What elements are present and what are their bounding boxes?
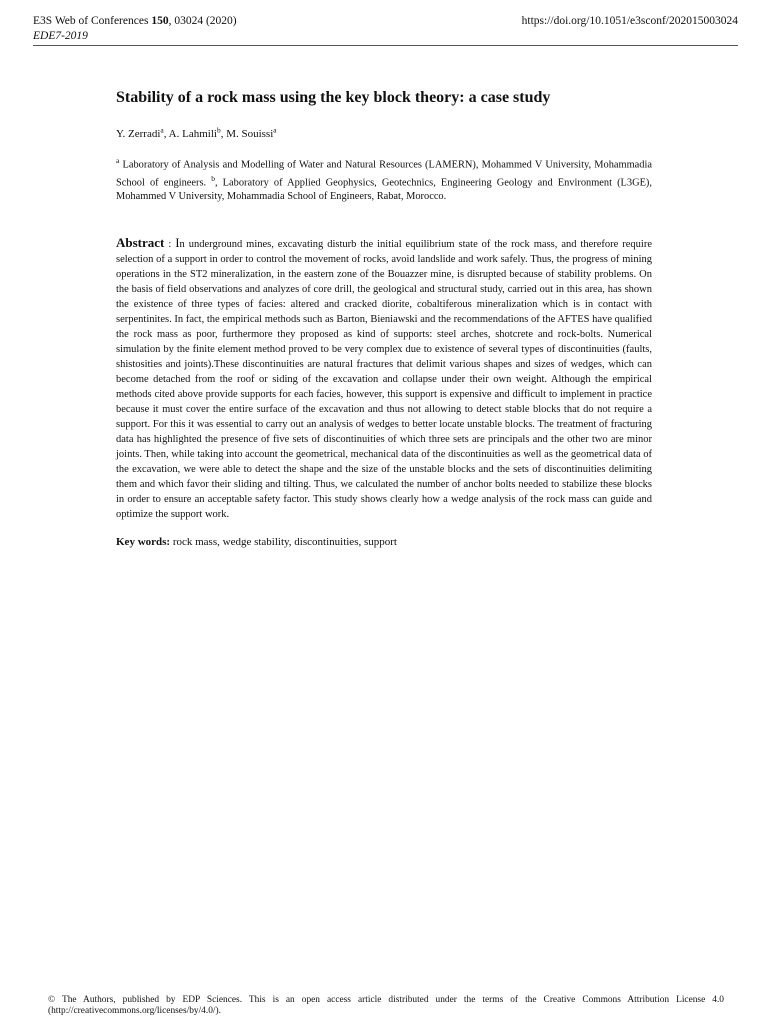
conference-name: EDE7-2019: [33, 30, 88, 42]
header-divider: [33, 45, 738, 46]
paper-title: Stability of a rock mass using the key block theory: a case study: [116, 89, 551, 106]
license-footer: © The Authors, published by EDP Sciences. This is an open access article distributed under the terms of the Creative Commons Attribution License 4.0 (http://creativecommons.org/licenses/by/4.0/).: [48, 995, 724, 1016]
volume-number: 150: [151, 15, 169, 27]
doi-link[interactable]: https://doi.org/10.1051/e3sconf/202015003024: [521, 15, 738, 27]
keywords: [116, 535, 652, 550]
abstract-label: Abstract: [116, 235, 165, 251]
author: M. Souissi$^a$: [226, 125, 277, 140]
article-front-matter: [116, 88, 652, 550]
author: Y. Zerradi$^a$,: [116, 125, 169, 140]
abstract: Abstract : In underground mines, excavating disturb the initial equilibrium state of the rock mass, and therefore require selection of a support in order to control the movement of rocks, avoid landslide and work safely. Thus, the progress of mining operations in the ST2 mineralization, in the eastern zone of the Bouazzer mine, is disrupted because of stability problems. On the basis of field observations and analyzes of core drill, the geological and structural study, carried out in this area, has shown the existence of three types of facies: altered and cracked diorite, cobaltiferous mineralization which is in contact with serpentinites. In fact, the empirical methods such as Barton, Bieniawski and the recommendations of the AFTES have qualified the rock mass as poor, furthermore they proposed as kind of supports: steel arches, shotcrete and rock-bolts. Numerical simulation by the finite element method proved to be very complex due to existence of several types of discontinuities (faults, shistosities and joints).These discontinuities are natural fractures that delimit various shapes and sizes of wedges, which can become detached from the roof or siding of the excavation and collapse under their own weight. Although the empirical methods cited above provide supports for each facies, however, this support is expensive and difficult to implement in practice because it must cover the entire surface of the excavation and thus not allowing to detect stable blocks that do not require a support. For this it was essential to carry out an analysis of wedges to better locate unstable blocks. The treatment of fracturing data has highlighted the presence of five sets of discontinuities of which three sets are principals and the other two are minor joints. Then, while taking into account the geometrical, mechanical data of the discontinuities as well as the geometrical data of the excavation, we were able to detect the shape and the size of the unstable blocks and the sets of discontinuities delimiting them and which favor their sliding and tilting. Thus, we calculated the number of anchor bolts needed to stabilize these blocks in order to ensure an acceptable safety factor. This study shows clearly how a wedge analysis of the rock mass can guide and optimize the support work.: [116, 235, 652, 521]
journal-citation: E3S Web of Conferences 150, 03024 (2020): [33, 15, 237, 27]
author: A. Lahmili$^b$,: [168, 125, 227, 140]
abstract-text: n underground mines, excavating disturb the initial equilibrium state of the rock mass, and therefore require selection of a support in order to control the movement of rocks, avoid landslide and work safely. Thus, the progress of mining operations in the ST2 mineralization, in the eastern zone of the Bouazzer mine, is disrupted because of stability problems. On the basis of field observations and analyzes of core drill, the geological and structural study, carried out in this area, has shown the existence of three types of facies: altered and cracked diorite, cobaltiferous mineralization which is in contact with serpentinites. In fact, the empirical methods such as Barton, Bieniawski and the recommendations of the AFTES have qualified the rock mass as poor, furthermore they proposed as kind of supports: steel arches, shotcrete and rock-bolts. Numerical simulation by the finite element method proved to be very complex due to existence of several types of discontinuities (faults, shistosities and joints).These discontinuities are natural fractures that delimit various shapes and sizes of wedges, which can become detached from the roof or siding of the excavation and collapse under their own weight. Although the empirical methods cited above provide supports for each facies, however, this support is expensive and difficult to implement in practice because it must cover the entire surface of the excavation and thus not allowing to detect stable blocks that do not require a support. For this it was essential to carry out an analysis of wedges to better locate unstable blocks. The treatment of fracturing data has highlighted the presence of five sets of discontinuities of which three sets are principals and the other two are minor joints. Then, while taking into account the geometrical, mechanical data of the discontinuities as well as the geometrical data of the excavation, we were able to detect the shape and the size of the unstable blocks and the sets of discontinuities delimiting them and which favor their sliding and tilting. Thus, we calculated the number of anchor bolts needed to stabilize these blocks in order to ensure an acceptable safety factor. This study shows clearly how a wedge analysis of the rock mass can guide and optimize the support work.: [116, 239, 652, 521]
affiliations: $^a$ Laboratory of Analysis and Modelling of Water and Natural Resources (LAMERN), Mohammed V University, Mohammadia School of engineers. $^b$, Laboratory of Applied Geophysics, Geotechnics, Engineering Geology and Environment (L3GE), Mohammed V University, Mohammadia School of Engineers, Rabat, Morocco.: [116, 155, 652, 202]
keywords-text: rock mass, wedge stability, discontinuities, support: [170, 536, 397, 549]
running-header-left: [33, 14, 237, 44]
keywords-label: Key words:: [116, 536, 171, 549]
author-list: [116, 123, 652, 141]
